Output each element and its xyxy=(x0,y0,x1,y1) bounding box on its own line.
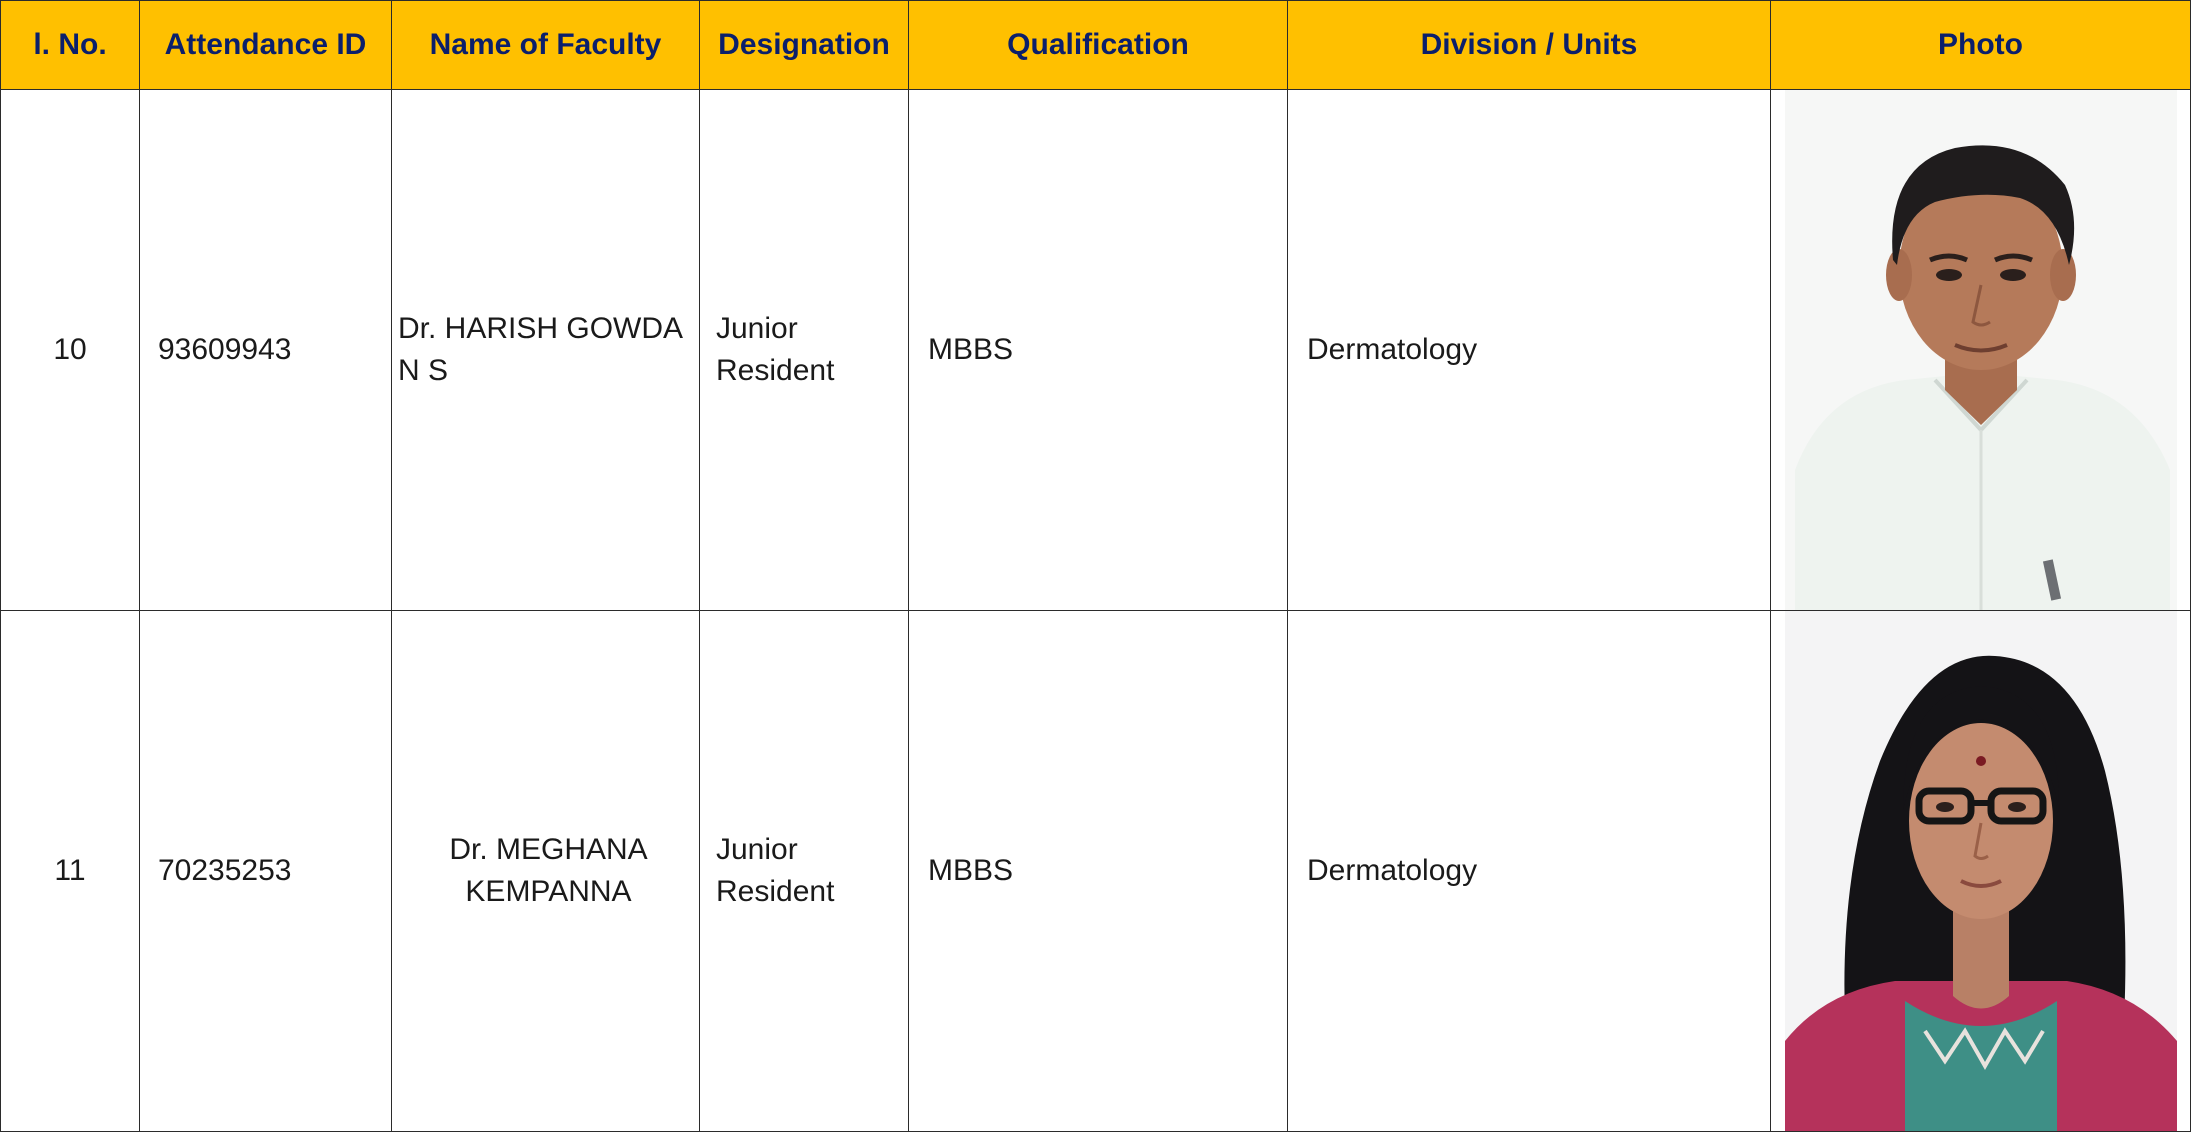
cell-faculty-name xyxy=(392,611,700,1132)
cell-photo xyxy=(1771,90,2191,611)
table-row xyxy=(1,611,2191,1132)
female-portrait-photo xyxy=(1785,611,2177,1131)
cell-qualification: MBBS xyxy=(909,90,1288,611)
cell-division: Dermatology xyxy=(1288,90,1771,611)
cell-attendance-id: 70235253 xyxy=(140,611,392,1132)
faculty-name-line-2: KEMPANNA xyxy=(465,875,632,908)
designation-line-1: Junior xyxy=(716,833,798,866)
cell-designation xyxy=(700,611,909,1132)
designation-line-2: Resident xyxy=(716,354,835,387)
male-portrait-photo xyxy=(1785,90,2177,610)
faculty-name-line-1: Dr. HARISH GOWDA xyxy=(398,312,684,345)
cell-designation xyxy=(700,90,909,611)
faculty-photo xyxy=(1785,90,2177,610)
header-row xyxy=(1,1,2191,90)
header-qualification: Qualification xyxy=(909,1,1288,90)
cell-photo xyxy=(1771,611,2191,1132)
header-sl-no: l. No. xyxy=(1,1,140,90)
header-designation: Designation xyxy=(700,1,909,90)
cell-sl-no: 10 xyxy=(1,90,140,611)
header-attendance-id: Attendance ID xyxy=(140,1,392,90)
table-row xyxy=(1,90,2191,611)
cell-attendance-id: 93609943 xyxy=(140,90,392,611)
cell-division: Dermatology xyxy=(1288,611,1771,1132)
cell-sl-no: 11 xyxy=(1,611,140,1132)
cell-qualification: MBBS xyxy=(909,611,1288,1132)
faculty-photo xyxy=(1785,611,2177,1131)
designation-line-1: Junior xyxy=(716,312,798,345)
header-division: Division / Units xyxy=(1288,1,1771,90)
cell-faculty-name xyxy=(392,90,700,611)
faculty-name-line-2: N S xyxy=(398,354,449,387)
faculty-name-line-1: Dr. MEGHANA xyxy=(449,833,648,866)
designation-line-2: Resident xyxy=(716,875,835,908)
header-name-of-faculty: Name of Faculty xyxy=(392,1,700,90)
header-photo: Photo xyxy=(1771,1,2191,90)
